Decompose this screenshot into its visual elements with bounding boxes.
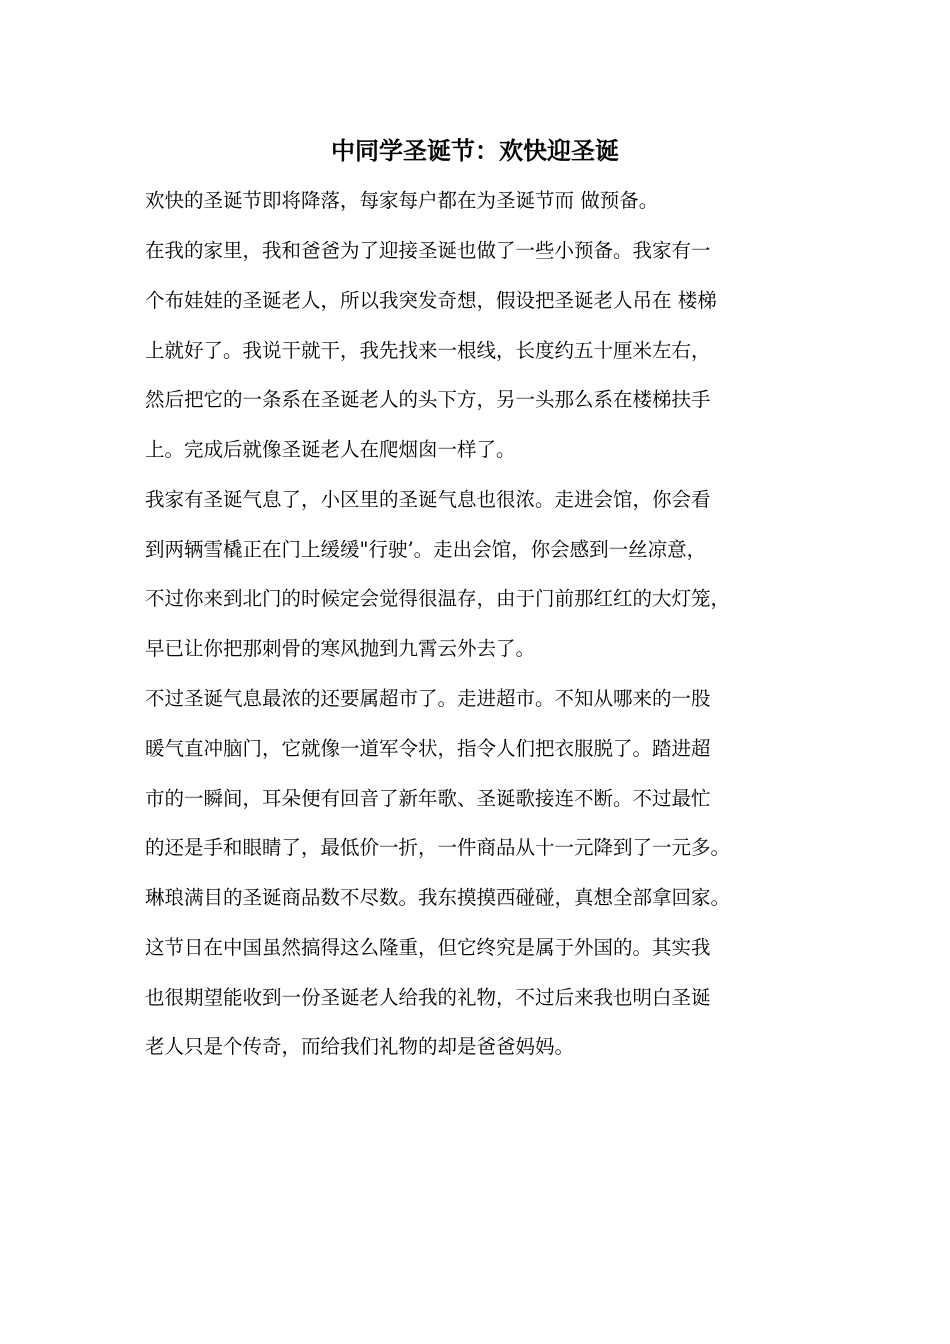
text-line: 老人只是个传奇，而给我们礼物的却是爸爸妈妈。 — [145, 1035, 575, 1058]
text-line: 早已让你把那刺骨的寒风抛到九霄云外去了。 — [145, 637, 536, 660]
text-line: 在我的家里，我和爸爸为了迎接圣诞也做了一些小预备。我家有一 — [145, 239, 711, 262]
text-line: 琳琅满目的圣诞商品数不尽数。我东摸摸西碰碰，真想全部拿回家。 — [145, 886, 731, 909]
text-line: 不过圣诞气息最浓的还要属超市了。走进超市。不知从哪来的一股 — [145, 687, 711, 710]
text-line: 我家有圣诞气息了，小区里的圣诞气息也很浓。走进会馆，你会看 — [145, 488, 711, 511]
text-line: 暖气直冲脑门，它就像一道军令状，指令人们把衣服脱了。踏进超 — [145, 737, 711, 760]
text-line: 不过你来到北门的时候定会觉得很温存，由于门前那红红的大灯笼， — [145, 587, 731, 610]
text-line: 个布娃娃的圣诞老人，所以我突发奇想，假设把圣诞老人吊在 楼梯 — [145, 289, 717, 312]
document-title: 中同学圣诞节：欢快迎圣诞 — [331, 136, 619, 165]
text-line: 上。完成后就像圣诞老人在爬烟囱一样了。 — [145, 438, 516, 461]
text-line: 然后把它的一条系在圣诞老人的头下方，另一头那么系在楼梯扶手 — [145, 388, 711, 411]
text-line: 到两辆雪橇正在门上缓缓"行驶’。走出会馆，你会感到一丝凉意， — [145, 538, 707, 561]
text-line: 这节日在中国虽然搞得这么隆重，但它终究是属于外国的。其实我 — [145, 936, 711, 959]
text-line: 市的一瞬间，耳朵便有回音了新年歌、圣诞歌接连不断。不过最忙 — [145, 787, 711, 810]
text-line: 欢快的圣诞节即将降落，每家每户都在为圣诞节而 做预备。 — [145, 189, 659, 212]
text-line: 的还是手和眼睛了，最低价一折，一件商品从十一元降到了一元多。 — [145, 836, 731, 859]
text-line: 上就好了。我说干就干，我先找来一根线，长度约五十厘米左右， — [145, 339, 711, 362]
text-line: 也很期望能收到一份圣诞老人给我的礼物，不过后来我也明白圣诞 — [145, 986, 711, 1009]
